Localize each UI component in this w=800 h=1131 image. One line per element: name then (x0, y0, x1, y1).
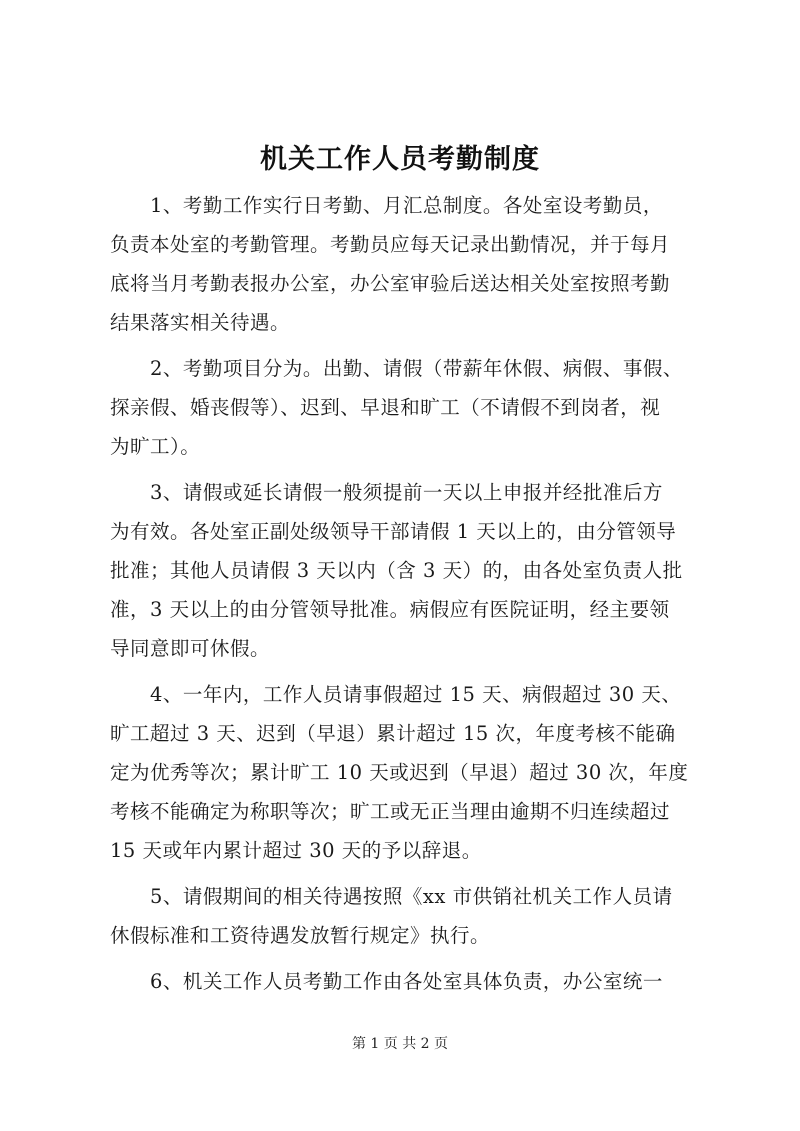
body-line: 准，3 天以上的由分管领导批准。病假应有医院证明，经主要领 (110, 598, 670, 621)
body-line: 负责本处室的考勤管理。考勤员应每天记录出勤情况，并于每月 (110, 233, 671, 256)
body-line: 探亲假、婚丧假等）、迟到、早退和旷工（不请假不到岗者，视 (110, 396, 661, 419)
body-line: 考核不能确定为称职等次；旷工或无正当理由逾期不归连续超过 (110, 800, 671, 823)
body-line: 1、考勤工作实行日考勤、月汇总制度。各处室设考勤员， (110, 194, 663, 217)
body-line: 3、请假或延长请假一般须提前一天以上申报并经批准后方 (110, 481, 663, 504)
body-line: 4、一年内，工作人员请事假超过 15 天、病假超过 30 天、 (110, 683, 682, 706)
body-line: 6、机关工作人员考勤工作由各处室具体负责，办公室统一 (110, 970, 663, 993)
body-line: 5、请假期间的相关待遇按照《xx 市供销社机关工作人员请 (110, 885, 673, 908)
body-line: 为有效。各处室正副处级领导干部请假 1 天以上的，由分管领导 (110, 520, 677, 543)
body-line: 底将当月考勤表报办公室，办公室审验后送达相关处室按照考勤 (110, 272, 671, 295)
body-line: 定为优秀等次；累计旷工 10 天或迟到（早退）超过 30 次，年度 (110, 761, 689, 784)
body-line: 15 天或年内累计超过 30 天的予以辞退。 (110, 839, 482, 862)
body-line: 为旷工）。 (110, 435, 201, 458)
document-title: 机关工作人员考勤制度 (260, 144, 540, 175)
body-line: 旷工超过 3 天、迟到（早退）累计超过 15 次，年度考核不能确 (110, 722, 676, 745)
body-line: 2、考勤项目分为。出勤、请假（带薪年休假、病假、事假、 (110, 357, 683, 380)
body-line: 导同意即可休假。 (110, 637, 271, 660)
body-line: 休假标准和工资待遇发放暂行规定》执行。 (110, 924, 491, 947)
page-footer: 第 1 页 共 2 页 (351, 1036, 449, 1052)
body-line: 批准；其他人员请假 3 天以内（含 3 天）的，由各处室负责人批 (110, 559, 683, 582)
body-line: 结果落实相关待遇。 (110, 311, 291, 334)
